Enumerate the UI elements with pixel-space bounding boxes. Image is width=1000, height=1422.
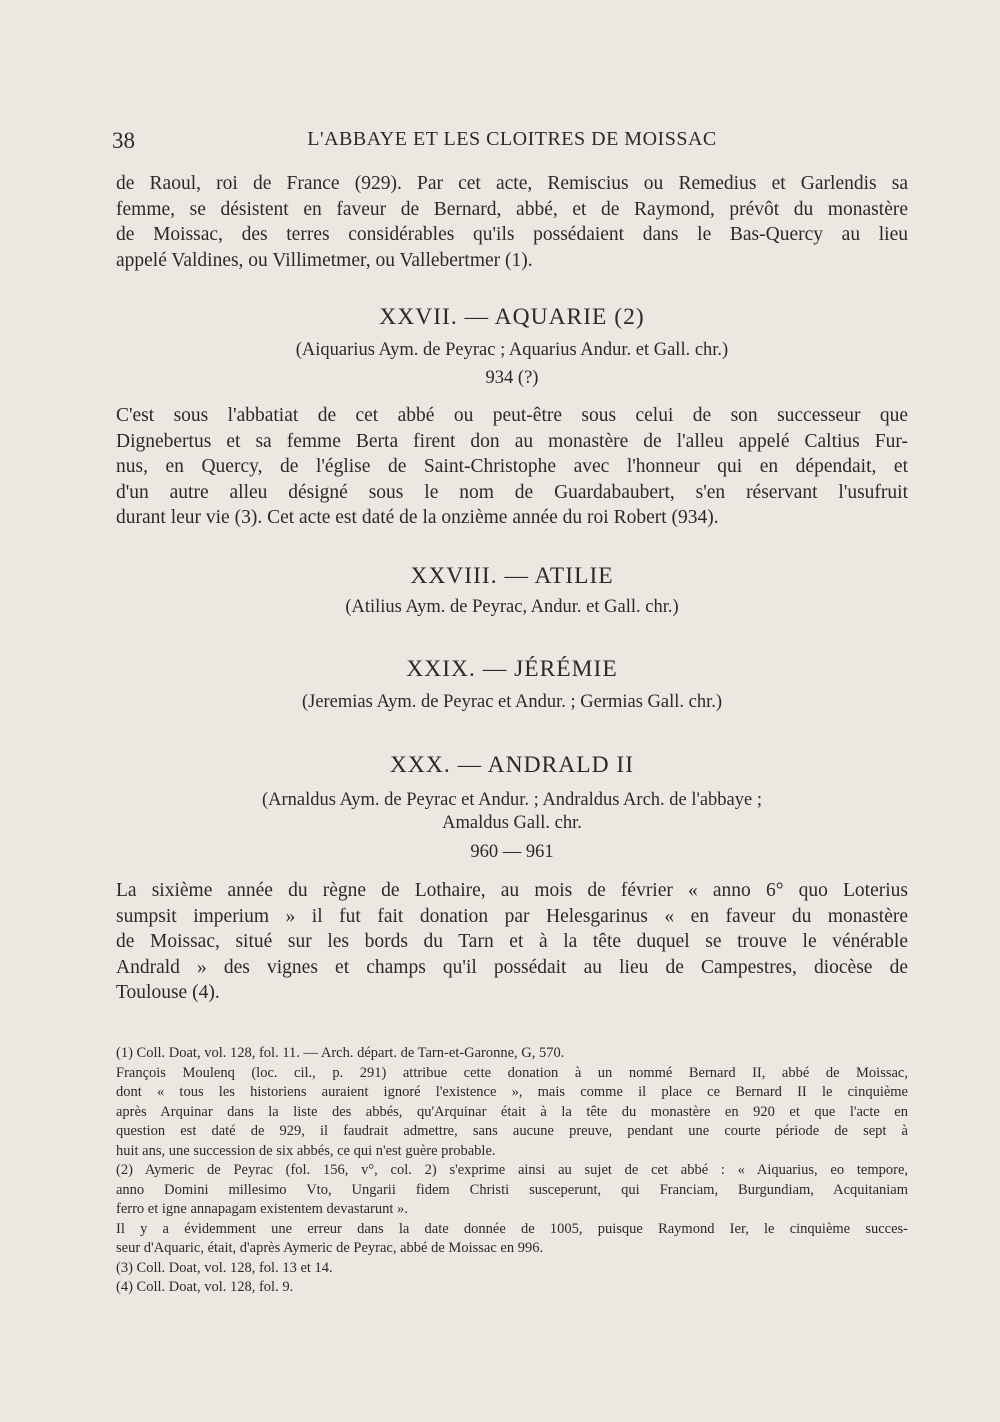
page-header	[112, 128, 912, 158]
section-names-xxix: (Jeremias Aym. de Peyrac et Andur. ; Germias Gall. chr.)	[301, 692, 723, 712]
paragraph-raoul	[116, 171, 908, 273]
footnote-line: (3) Coll. Doat, vol. 128, fol. 13 et 14.	[116, 1259, 333, 1276]
section-heading-xxviii: XXVIII. — ATILIE	[410, 563, 614, 589]
text-line: nus, en Quercy, de l'église de Saint-Christophe avec l'honneur qui en dépendait, et	[116, 456, 908, 477]
text-line: d'un autre alleu désigné sous le nom de Guardabaubert, s'en réservant l'usufruit	[116, 481, 908, 503]
text-line: C'est sous l'abbatiat de cet abbé ou peut-être sous celui de son successeur que	[116, 405, 908, 426]
section-heading-xxvii: XXVII. — AQUARIE (2)	[379, 304, 645, 330]
footnote-line: (1) Coll. Doat, vol. 128, fol. 11. — Arch. départ. de Tarn-et-Garonne, G, 570.	[116, 1045, 565, 1061]
footnote-line: huit ans, une succession de six abbés, ce qui n'est guère probable.	[116, 1142, 496, 1159]
text-line: de Moissac, des terres considérables qu'ils possédaient dans le Bas-Quercy au lieu	[116, 224, 908, 245]
section-date-xxvii: 934 (?)	[485, 368, 539, 388]
text-line: femme, se désistent en faveur de Bernard, abbé, et de Raymond, prévôt du monastère	[116, 198, 908, 220]
footnote-line: François Moulenq (loc. cil., p. 291) attribue cette donation à un nommé Bernard II, abbé de Moissac,	[116, 1064, 908, 1081]
footnote-line: (4) Coll. Doat, vol. 128, fol. 9.	[116, 1279, 294, 1295]
running-title: L'ABBAYE ET LES CLOITRES DE MOISSAC	[307, 128, 717, 150]
footnote-line: anno Domini millesimo Vto, Ungarii fidem Christi susceperunt, qui Franciam, Burgundiam, Acquitaniam	[116, 1181, 908, 1198]
footnote-line: seur d'Aquaric, était, d'après Aymeric de Peyrac, abbé de Moissac en 996.	[116, 1240, 544, 1256]
section-names-xxx-line2: Amaldus Gall. chr.	[442, 813, 582, 833]
footnotes	[116, 1044, 908, 1298]
section-names-xxviii: (Atilius Aym. de Peyrac, Andur. et Gall. chr.)	[345, 597, 679, 617]
text-line: Toulouse (4).	[116, 982, 220, 1003]
section-heading-xxix: XXIX. — JÉRÉMIE	[406, 656, 618, 682]
section-heading-xxx: XXX. — ANDRALD II	[389, 752, 635, 778]
text-line: Dignebertus et sa femme Berta firent don au monastère de l'alleu appelé Caltius Fur-	[116, 430, 908, 452]
footnote-line: Il y a évidemment une erreur dans la date donnée de 1005, puisque Raymond Ier, le cinquième succes-	[116, 1220, 908, 1237]
section-names-xxx-line1: (Arnaldus Aym. de Peyrac et Andur. ; Andraldus Arch. de l'abbaye ;	[262, 790, 762, 810]
text-line: durant leur vie (3). Cet acte est daté de la onzième année du roi Robert (934).	[116, 507, 719, 528]
footnote-line: dont « tous les historiens auraient ignoré l'existence », mais comme il place ce Bernard II le cinquième	[116, 1084, 908, 1100]
paragraph-aquarie	[116, 403, 908, 531]
text-line: La sixième année du règne de Lothaire, au mois de février « anno 6° quo Loterius	[116, 880, 908, 901]
footnote-line: (2) Aymeric de Peyrac (fol. 156, v°, col. 2) s'exprime ainsi au sujet de cet abbé : « Aiquarius, eo tempore,	[116, 1162, 908, 1178]
section-date-xxx: 960 — 961	[470, 842, 554, 862]
footnote-line: après Arquinar dans la liste des abbés, qu'Arquinar était à la tête du monastère en 920 et que l'acte en	[116, 1103, 908, 1120]
section-names-xxvii: (Aiquarius Aym. de Peyrac ; Aquarius Andur. et Gall. chr.)	[295, 340, 729, 360]
footnote-line: ferro et igne annapagam existentem devastarunt ».	[116, 1201, 408, 1217]
text-line: de Moissac, situé sur les bords du Tarn et à la tête duquel se trouve le vénérable	[116, 931, 908, 952]
text-line: Andrald » des vignes et champs qu'il possédait au lieu de Campestres, diocèse de	[116, 956, 908, 978]
paragraph-andrald	[116, 878, 908, 1006]
footnote-line: question est daté de 929, il faudrait admettre, sans aucune preuve, pendant une courte période de sept à	[116, 1123, 908, 1139]
text-line: de Raoul, roi de France (929). Par cet acte, Remiscius ou Remedius et Garlendis sa	[116, 173, 908, 194]
text-line: appelé Valdines, ou Villimetmer, ou Vallebertmer (1).	[116, 249, 533, 271]
page-number: 38	[112, 128, 135, 153]
text-line: sumpsit imperium » il fut fait donation par Helesgarinus « en faveur du monastère	[116, 905, 908, 927]
